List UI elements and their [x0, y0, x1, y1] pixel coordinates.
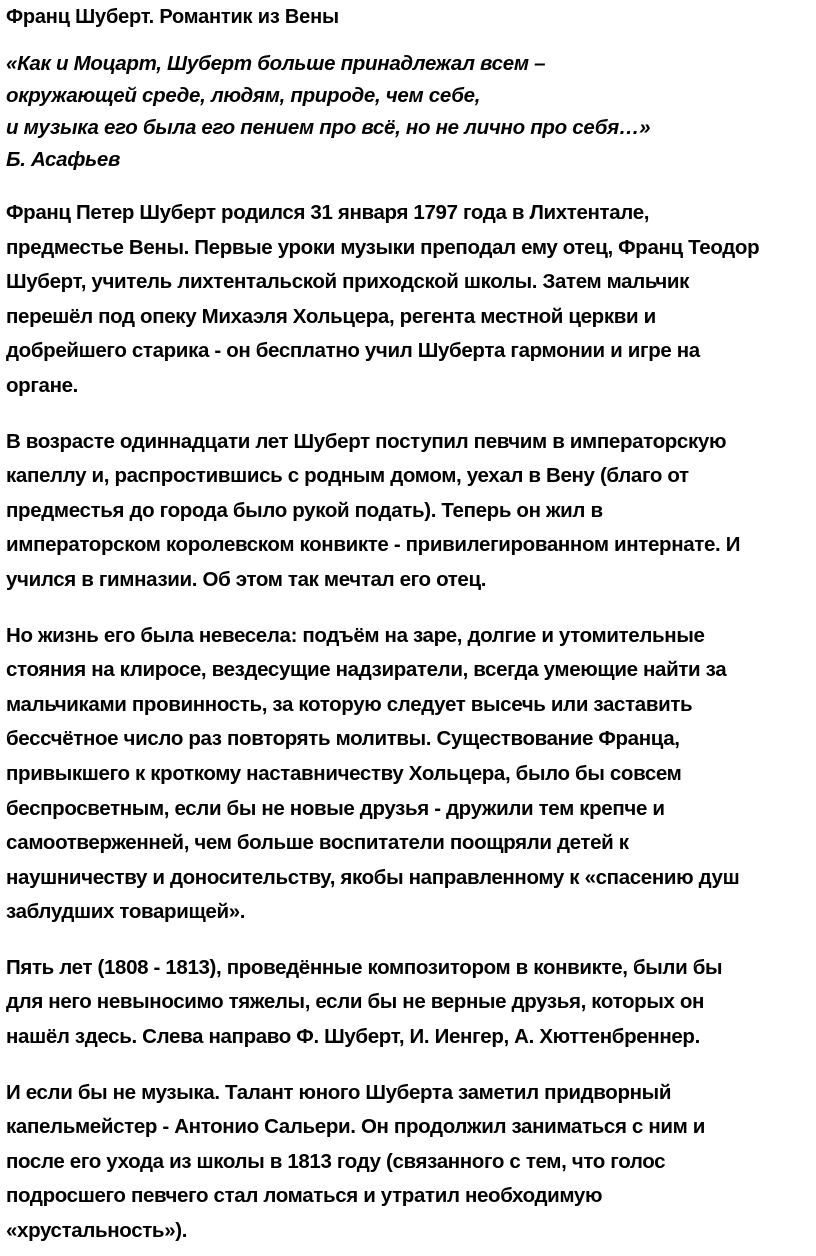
paragraph-line: для него невыносимо тяжелы, если бы не верные друзья, которых он — [6, 990, 705, 1014]
paragraph-line: перешёл под опеку Михаэля Хольцера, регента местной церкви и — [6, 304, 656, 328]
paragraph-line: капеллу и, распростившись с родным домом, уехал в Вену (благо от — [6, 464, 689, 488]
epigraph-quote — [6, 48, 814, 176]
paragraph-line: стояния на клиросе, вездесущие надзиратели, всегда умеющие найти за — [6, 658, 727, 682]
paragraph-line: подросшего певчего стал ломаться и утратил необходимую — [6, 1184, 603, 1208]
paragraph-line: органе. — [6, 373, 79, 397]
paragraph-line: привыкшего к кроткому наставничеству Хольцера, было бы совсем — [6, 761, 682, 785]
document-page — [6, 0, 814, 1249]
paragraph-line: беспросветным, если бы не новые друзья - дружили тем крепче и — [6, 796, 665, 820]
paragraph-line: «хрустальность»). — [6, 1219, 188, 1243]
epigraph-line: «Как и Моцарт, Шуберт больше принадлежал всем – — [6, 52, 546, 75]
paragraph-line: заблудших товарищей». — [6, 900, 246, 924]
paragraph-line: В возрасте одиннадцати лет Шуберт поступил певчим в императорскую — [6, 429, 727, 453]
paragraph-line: Шуберт, учитель лихтентальской приходской школы. Затем мальчик — [6, 270, 690, 294]
paragraph-line: мальчиками провинность, за которую следует высечь или заставить — [6, 692, 693, 716]
paragraph-line: И если бы не музыка. Талант юного Шуберта заметил придворный — [6, 1080, 672, 1104]
paragraph-line: Франц Петер Шуберт родился 31 января 1797 года в Лихтентале, — [6, 201, 650, 224]
document-title: Франц Шуберт. Романтик из Вены — [6, 6, 339, 28]
paragraph-line: предместья до города было рукой подать). Теперь он жил в — [6, 498, 603, 522]
paragraph-line: самоотверженней, чем больше воспитатели поощряли детей к — [6, 831, 629, 855]
paragraph-line: Пять лет (1808 - 1813), проведённые композитором в конвикте, были бы — [6, 955, 723, 979]
epigraph-author: Б. Асафьев — [6, 148, 121, 171]
paragraph-chapel — [6, 425, 814, 598]
paragraph-line: императорском королевском конвикте - привилегированном интернате. И — [6, 533, 741, 557]
paragraph-friends — [6, 951, 814, 1055]
paragraph-line: наушничеству и доносительству, якобы направленному к «спасению душ — [6, 865, 740, 889]
paragraph-line: после его ухода из школы в 1813 году (связанного с тем, что голос — [6, 1149, 666, 1173]
paragraph-line: добрейшего старика - он бесплатно учил Шуберта гармонии и игре на — [6, 339, 700, 363]
paragraph-line: нашёл здесь. Слева направо Ф. Шуберт, И. Иенгер, А. Хюттенбреннер. — [6, 1025, 700, 1049]
paragraph-line: учился в гимназии. Об этом так мечтал его отец. — [6, 567, 487, 591]
paragraph-life — [6, 619, 814, 930]
paragraph-line: Но жизнь его была невесела: подъём на заре, долгие и утомительные — [6, 623, 705, 647]
paragraph-line: бессчётное число раз повторять молитвы. Существование Франца, — [6, 727, 680, 751]
paragraph-line: капельмейстер - Антонио Сальери. Он продолжил заниматься с ним и — [6, 1115, 706, 1139]
paragraph-music — [6, 1076, 814, 1249]
epigraph-line: окружающей среде, людям, природе, чем себе, — [6, 84, 481, 107]
paragraph-birth — [6, 196, 814, 404]
epigraph-line: и музыка его была его пением про всё, но не лично про себя…» — [6, 116, 651, 139]
paragraph-line: предместье Вены. Первые уроки музыки преподал ему отец, Франц Теодор — [6, 235, 760, 259]
